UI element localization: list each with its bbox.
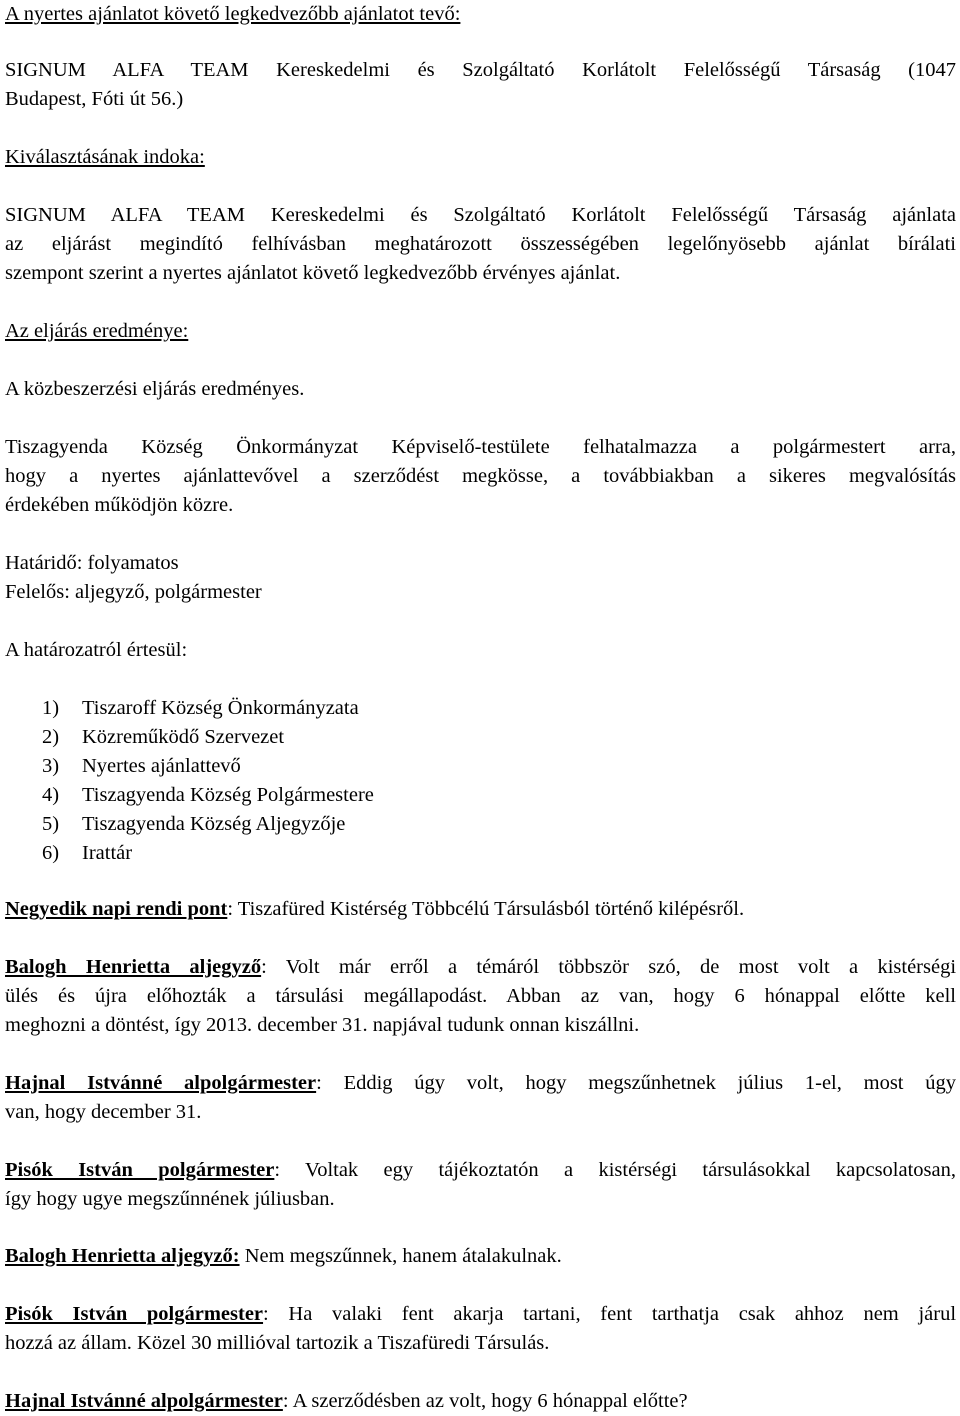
- agenda-item: [5, 895, 744, 923]
- list-item-text: Közreműködő Szervezet: [82, 726, 285, 748]
- list-item-text: Tiszaroff Község Önkormányzata: [82, 697, 359, 719]
- minutes-entry-line: [5, 1242, 562, 1270]
- responsible-text: Felelős: aljegyző, polgármester: [5, 581, 262, 603]
- minutes-entry-line: így hogy ugye megszűnnének júliusban.: [5, 1188, 335, 1210]
- speech-text: : Eddig úgy volt, hogy megszűnhetnek július 1-el, most úgy: [316, 1072, 956, 1094]
- deadline-text: Határidő: folyamatos: [5, 552, 179, 574]
- minutes-entry-line: [5, 1387, 688, 1415]
- speech-text: : Voltak egy tájékoztatón a kistérségi társulásokkal kapcsolatosan,: [274, 1159, 957, 1181]
- list-item-number: 2): [42, 726, 60, 748]
- list-item: [42, 694, 359, 722]
- notified-heading: A határozatról értesül:: [5, 639, 188, 661]
- list-item: [42, 839, 132, 867]
- minutes-entry-line: van, hogy december 31.: [5, 1101, 202, 1123]
- list-item: [42, 723, 284, 751]
- minutes-entry-line: ülés és újra előhozták a társulási megállapodást. Abban az van, hogy 6 hónappal előtte kell: [5, 985, 956, 1007]
- minutes-entry-line: meghozni a döntést, így 2013. december 31. napjával tudunk onnan kiszállni.: [5, 1014, 640, 1036]
- speaker-name: Balogh Henrietta aljegyző:: [5, 1245, 240, 1267]
- list-item: [42, 752, 241, 780]
- minutes-entry-line: [5, 953, 956, 981]
- speech-text: : Volt már erről a témáról többször szó, de most volt a kistérségi: [261, 956, 957, 978]
- list-item-number: 4): [42, 784, 60, 806]
- speaker-name: Pisók István polgármester: [5, 1159, 275, 1181]
- reason-line2: az eljárást megindító felhívásban meghatározott összességében legelőnyösebb ajánlat bírálati: [5, 233, 956, 255]
- agenda-label: Negyedik napi rendi pont: [5, 898, 228, 920]
- authorization-line2: hogy a nyertes ajánlattevővel a szerződést megkösse, a továbbiakban a sikeres megvalósítás: [5, 465, 956, 487]
- list-item-number: 3): [42, 755, 60, 777]
- minutes-entry-line: [5, 1156, 956, 1184]
- list-item-text: Irattár: [82, 842, 133, 864]
- reason-heading: Kiválasztásának indoka:: [5, 146, 205, 168]
- list-item-number: 1): [42, 697, 60, 719]
- winner-heading: A nyertes ajánlatot követő legkedvezőbb ajánlatot tevő:: [5, 3, 461, 25]
- speech-text: Nem megszűnnek, hanem átalakulnak.: [239, 1245, 562, 1267]
- list-item: [42, 810, 345, 838]
- list-item-number: 6): [42, 842, 60, 864]
- authorization-line3: érdekében működjön közre.: [5, 494, 234, 516]
- speaker-name: Hajnal Istvánné alpolgármester: [5, 1072, 317, 1094]
- speaker-name: Hajnal Istvánné alpolgármester: [5, 1390, 283, 1412]
- reason-line1: SIGNUM ALFA TEAM Kereskedelmi és Szolgáltató Korlátolt Felelősségű Társaság ajánlata: [5, 204, 956, 226]
- reason-line3: szempont szerint a nyertes ajánlatot követő legkedvezőbb érvényes ajánlat.: [5, 262, 621, 284]
- minutes-entry-line: [5, 1300, 956, 1328]
- speaker-name: Balogh Henrietta aljegyző: [5, 956, 262, 978]
- list-item-number: 5): [42, 813, 60, 835]
- agenda-text: : Tiszafüred Kistérség Többcélú Társulásból történő kilépésről.: [227, 898, 745, 920]
- list-item: [42, 781, 374, 809]
- speaker-name: Pisók István polgármester: [5, 1303, 264, 1325]
- winner-company-line1: SIGNUM ALFA TEAM Kereskedelmi és Szolgáltató Korlátolt Felelősségű Társaság (1047: [5, 59, 956, 81]
- list-item-text: Nyertes ajánlattevő: [82, 755, 241, 777]
- speech-text: : A szerződésben az volt, hogy 6 hónappal előtte?: [282, 1390, 688, 1412]
- result-heading: Az eljárás eredménye:: [5, 320, 189, 342]
- minutes-entry-line: [5, 1069, 956, 1097]
- list-item-text: Tiszagyenda Község Aljegyzője: [82, 813, 346, 835]
- result-text: A közbeszerzési eljárás eredményes.: [5, 378, 305, 400]
- list-item-text: Tiszagyenda Község Polgármestere: [82, 784, 374, 806]
- speech-text: : Ha valaki fent akarja tartani, fent tarthatja csak ahhoz nem járul: [263, 1303, 957, 1325]
- minutes-entry-line: hozzá az állam. Közel 30 millióval tartozik a Tiszafüredi Társulás.: [5, 1332, 550, 1354]
- winner-company-line2: Budapest, Fóti út 56.): [5, 88, 184, 110]
- authorization-line1: Tiszagyenda Község Önkormányzat Képviselő-testülete felhatalmazza a polgármestert arra,: [5, 436, 956, 458]
